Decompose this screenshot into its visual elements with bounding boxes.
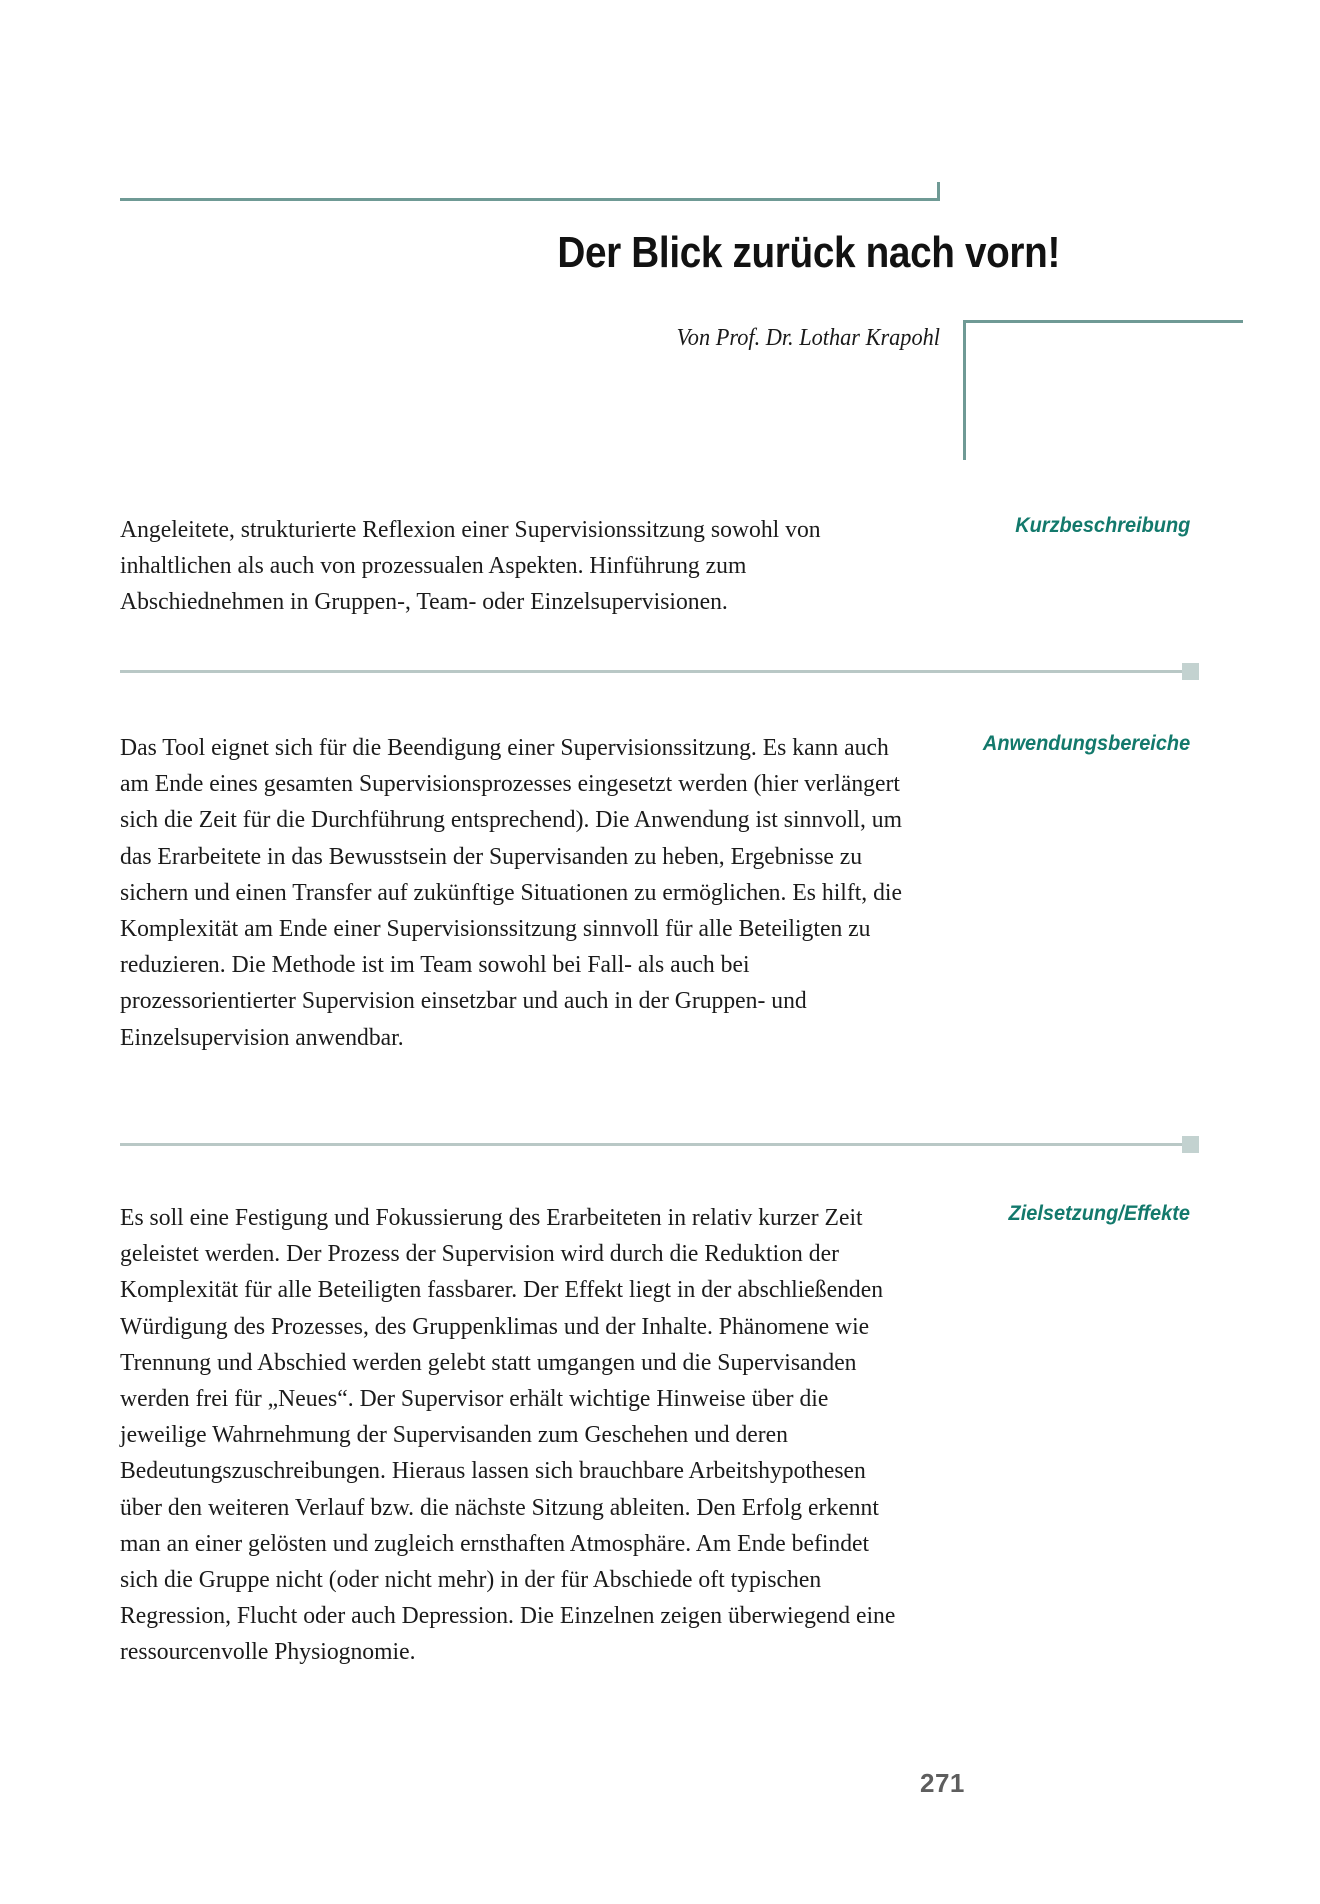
author-byline: Von Prof. Dr. Lothar Krapohl — [676, 325, 940, 351]
section-divider-2 — [120, 1143, 1182, 1146]
section-label-anwendungsbereiche: Anwendungsbereiche — [982, 732, 1190, 755]
section-body-text: Es soll eine Festigung und Fokussierung des Erarbeiteten in relativ kurzer Zeit geleistet werden. Der Prozess der Supervision wird durch die Reduktion der Komplexität für alle Beteiligten fassbarer. Der Effekt liegt in der abschließenden Würdigung des Prozesses, des Gruppenklimas und der Inhalte. Phänomene wie Trennung und Abschied werden gelebt statt umgangen und die Supervisanden werden frei für „Neues“. Der Supervisor erhält wichtige Hinweise über die jeweilige Wahrnehmung der Supervisanden zum Geschehen und deren Bedeutungszuschreibungen. Hieraus lassen sich brauchbare Arbeitshypothesen über den weiteren Verlauf bzw. die nächste Sitzung ableiten. Den Erfolg erkennt man an einer gelösten und zugleich ernsthaften Atmosphäre. Am Ende befindet sich die Gruppe nicht (oder nicht mehr) in der für Abschiede oft typischen Regression, Flucht oder auch Depression. Die Einzelnen zeigen überwiegend eine ressourcenvolle Physiognomie. — [120, 1204, 896, 1666]
section-divider-cap-2 — [1182, 1136, 1199, 1153]
section-divider-cap-1 — [1182, 663, 1199, 680]
section-label-kurzbeschreibung: Kurzbeschreibung — [1014, 514, 1190, 537]
section-body-text: Das Tool eignet sich für die Beendigung einer Supervisionssitzung. Es kann auch am Ende eines gesamten Supervisionsprozesses eingesetzt werden (hier verlängert sich die Zeit für die Durchführung entsprechend). Die Anwendung ist sinnvoll, um das Erarbeitete in das Bewusstsein der Supervisanden zu heben, Ergebnisse zu sichern und einen Transfer auf zukünftige Situationen zu ermöglichen. Es hilft, die Komplexität am Ende einer Supervisionssitzung sinnvoll für alle Beteiligten zu reduzieren. Die Methode ist im Team sowohl bei Fall- als auch bei prozessorientierter Supervision einsetzbar und auch in der Gruppen- und Einzelsupervision anwendbar. — [120, 734, 903, 1051]
header-corner-box — [963, 320, 1243, 460]
header-rule-horizontal — [120, 198, 940, 201]
section-body-text: Angeleitete, strukturierte Reflexion einer Supervisionssitzung sowohl von inhaltlichen als auch von prozessualen Aspekten. Hinführung zum Abschiednehmen in Gruppen-, Team- oder Einzelsupervisionen. — [120, 516, 821, 616]
page-number: 271 — [920, 1768, 965, 1798]
section-divider-1 — [120, 670, 1182, 673]
page-title: Der Blick zurück nach vorn! — [557, 228, 1060, 277]
header-rule-vertical-tick — [937, 182, 940, 201]
section-label-zielsetzung-effekte: Zielsetzung/Effekte — [1008, 1202, 1190, 1225]
